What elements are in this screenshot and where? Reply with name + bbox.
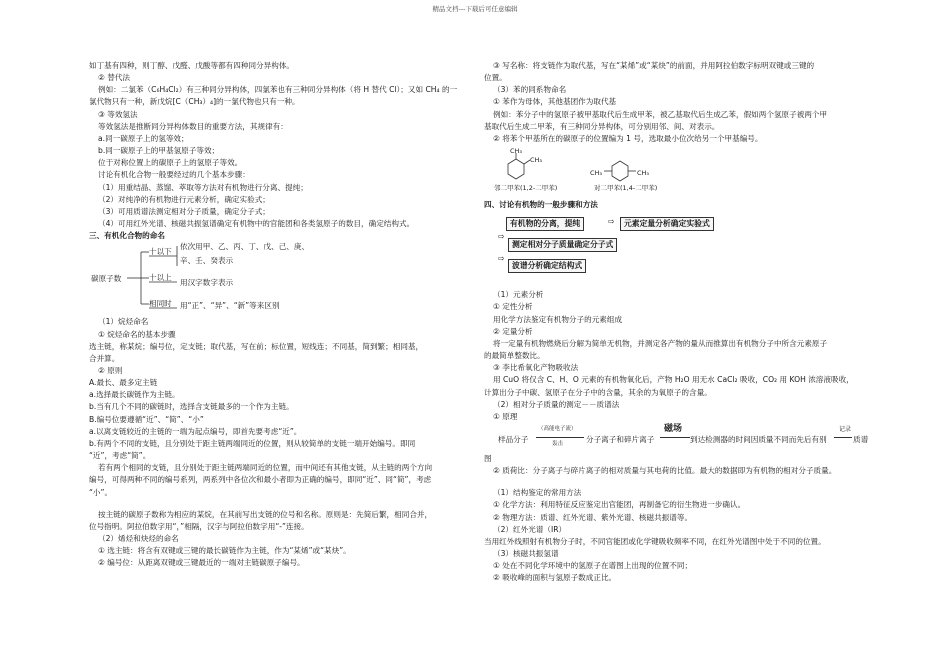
arrow-right-icon: ⇨: [608, 217, 615, 227]
ms-ions: 分子离子和碎片离子: [586, 434, 655, 444]
text-line: ③ 等效氢法: [98, 109, 138, 119]
text-line: ① 苯作为母体，其他基团作为取代基: [493, 97, 617, 107]
text-line: ② 定量分析: [493, 326, 533, 336]
text-line: （2）烯烃和炔烃的命名: [98, 534, 179, 543]
ms-result: 质谱: [853, 434, 869, 444]
ms-arrow-3: [834, 437, 852, 438]
diagram-branch-under-ten-text-b: 辛、壬、癸表示: [180, 256, 234, 266]
text-line: [484, 477, 866, 487]
text-line: ② 将苯个甲基所在的碳原子的位置编为 1 号，选取最小位次给另一个甲基编号。: [493, 133, 763, 143]
flow-step-separation: 有机物的分离，提纯: [506, 217, 584, 231]
text-line: ③ 李比希氧化产物吸收法: [493, 363, 579, 373]
text-line: “近”，考虑“简”。: [89, 451, 151, 461]
text-line: 例如：苯分子中的氢原子被甲基取代后生成甲苯，被乙基取代后生成乙苯，假如两个氢原子被两个甲: [493, 109, 828, 119]
diagram-root: 碳原子数: [91, 274, 122, 284]
text-line: ② 替代法: [98, 73, 131, 83]
diagram-branch-under-ten-text-a: 依次用甲、乙、丙、丁、戊、己、庚、: [180, 242, 310, 252]
text-line: 选主链，称某烷；编号位，定支链；取代基，写在前；标位置，短线连；不同基，简到繁；相同基，: [89, 341, 424, 351]
text-line: 若有两个相同的支链，且分别处于距主链两端同近的位置，而中间还有其他支链，从主链的两个方向: [98, 463, 433, 473]
text-line: 如丁基有四种，则丁醇、戊醛、戊酸等都有四种同分异构体。: [89, 61, 295, 70]
flow-step-elemental-analysis: 元素定量分析确定实验式: [620, 217, 714, 231]
text-line: 例如：二氯苯（C₆H₄Cl₂）有三种同分异构体，四氯苯也有三种同分异构体（将 H 替代 Cl）；又如 CH₄ 的一: [98, 85, 458, 95]
text-line: （1）用重结晶、蒸馏、萃取等方法对有机物进行分离、提纯；: [98, 182, 308, 192]
text-line: b.有两个不同的支链，且分别处于距主链两端同近的位置，则从较简单的支链一端开始编号。即同: [89, 438, 416, 448]
para-xylene-label: 对二甲苯(1,4-二甲苯): [594, 184, 658, 193]
text-line: b.当有几个不同的碳链时，选择含支链最多的一个作为主链。: [89, 402, 294, 412]
section-4-title: 四、讨论有机物的一般步骤和方法: [484, 200, 598, 210]
text-line: 氯代物只有一种，新戊烷[C（CH₃）₄]的一氯代物也只有一种。: [89, 97, 300, 107]
ch3-label: CH₃: [530, 156, 543, 165]
text-line: 用化学方法鉴定有机物分子的元素组成: [493, 314, 623, 324]
text-line: （1）元素分析: [493, 290, 544, 300]
diagram-branch-over-ten-text: 用汉字数字表示: [180, 278, 234, 288]
text-line: （2）相对分子质量的测定－－质谱法: [493, 399, 620, 409]
right-column: [484, 60, 869, 585]
text-line: ② 原则: [98, 365, 123, 375]
ms-detector: 到达检测器的时间因质量不同而先后有别: [690, 434, 827, 444]
text-line: ① 定性分析: [493, 302, 533, 312]
text-line: 合并算。: [89, 353, 120, 363]
ch3-label: CH₃: [637, 169, 650, 178]
text-line: 讨论有机化合物一般要经过的几个基本步骤：: [98, 170, 250, 180]
section-3-title: 三、有机化合物的命名: [89, 231, 165, 241]
ms-arrow-top-label: （高能电子流）: [538, 425, 577, 432]
ms-sample: 样品分子: [498, 434, 529, 444]
text-line: ② 物理方法：质谱、红外光谱、紫外光谱、核磁共振谱等。: [493, 512, 693, 522]
ms-arrow-2: [660, 437, 690, 438]
text-line: ② 质荷比：分子离子与碎片离子的相对质量与其电荷的比值。最大的数据即为有机物的相对分子质量。: [493, 466, 837, 476]
text-line: 图: [484, 453, 492, 463]
text-line: 用 CuO 将仅含 C、H、O 元素的有机物氧化后，产物 H₂O 用无水 CaCl₂ 吸收，CO₂ 用 KOH 浓溶液吸收，: [493, 375, 854, 385]
text-line: ① 原理: [493, 411, 518, 421]
text-line: （2）红外光谱（IR）: [493, 524, 567, 534]
page-header: 精品文档---下载后可任意编辑: [432, 5, 518, 13]
text-line: 编号，可得两种不同的编号系列，两系列中各位次和最小者即为正确的编号，即同“近”、同“简”，考虑: [89, 475, 432, 485]
text-line: 当用红外线照射有机物分子时，不同官能团或化学键吸收频率不同，在红外光谱图中处于不同的位置。: [484, 536, 826, 546]
mass-spec-diagram: [484, 423, 869, 451]
text-line: 计算出分子中碳、氢原子在分子中的含量，其余的为氧原子的含量。: [484, 387, 712, 397]
arrow-right-icon: ⇨: [498, 232, 505, 242]
ortho-xylene-label: 邻二甲苯(1,2-二甲苯): [494, 184, 558, 193]
text-line: 基取代后生成二甲苯，有三种同分异构体，可分别用邻、间、对表示。: [484, 121, 720, 131]
text-line: （4）可用红外光谱、核磁共振氢谱确定有机物中的官能团和各类氢原子的数目，确定结构式。: [98, 219, 415, 229]
ms-record-label: 记录: [839, 425, 852, 433]
ms-arrow-bottom-label: 轰击: [552, 440, 564, 447]
text-line: 的最简单整数比。: [484, 351, 545, 361]
text-line: 按主链的碳原子数称为相应的某烷，在其前写出支链的位号和名称。原则是：先简后繁，相同合并，: [98, 509, 433, 519]
text-line: 等效氢法是推断同分异构体数目的重要方法，其规律有：: [98, 121, 288, 131]
diagram-branch-same: 相同时: [149, 299, 172, 309]
text-line: ② 编号位：从距离双键或三键最近的一端对主链碳原子编号。: [98, 558, 305, 568]
diagram-branch-under-ten: 十以下: [149, 247, 172, 257]
text-line: “小”。: [89, 487, 113, 497]
arrow-right-icon: ⇨: [498, 254, 505, 264]
text-line: ② 吸收峰的面积与氢原子数成正比。: [493, 573, 617, 583]
text-line: b.同一碳原子上的甲基氢原子等效；: [98, 146, 220, 156]
diagram-branch-same-text: 用“正”、“异”、“新”等来区别: [180, 301, 280, 311]
diagram-branch-over-ten: 十以上: [149, 273, 172, 283]
text-line: ③ 写名称：将支链作为取代基，写在“某烯”或“某炔”的前面，并用阿拉伯数字标明双键或三键的: [493, 61, 815, 70]
text-line: 位于对称位置上的碳原子上的氢原子等效。: [98, 158, 243, 168]
text-line: 位号指明。阿拉伯数字用“，”相隔，汉字与阿拉伯数字用“-”连接。: [89, 521, 309, 531]
left-lines-1: [89, 60, 471, 230]
ch3-label: CH₃: [510, 147, 523, 156]
text-line: ① 处在不同化学环境中的氢原子在谱图上出现的位置不同；: [493, 561, 693, 571]
text-line: （1）烷烃命名: [98, 317, 149, 327]
steps-flowchart: [484, 213, 784, 283]
text-line: 位置。: [484, 73, 507, 83]
flow-step-spectroscopy: 波谱分析确定结构式: [508, 259, 586, 273]
xylene-structures: [494, 147, 714, 193]
text-line: ① 选主链：将含有双键或三键的最长碳链作为主链，作为“某烯”或“某炔”。: [98, 546, 351, 556]
text-line: a.同一碳原子上的氢等效；: [98, 133, 189, 143]
text-line: a.选择最长碳链作为主链。: [89, 390, 180, 400]
text-line: A.最长、最多定主链: [89, 378, 158, 388]
flow-step-molecular-mass: 测定相对分子质量确定分子式: [508, 238, 617, 252]
left-column: [89, 60, 471, 569]
text-line: （3）核磁共振氢谱: [493, 549, 559, 559]
text-line: a.以离支链较近的主链的一端为起点编号，即首先要考虑“近”。: [89, 426, 302, 436]
text-line: （2）对纯净的有机物进行元素分析，确定实验式；: [98, 194, 270, 204]
ms-magnet-label: 磁场: [664, 423, 683, 434]
text-line: ① 化学方法：利用特征反应鉴定出官能团，再制备它的衍生物进一步确认。: [493, 500, 746, 510]
text-line: B.编号位要遵循“近”、“简”、“小”: [89, 414, 204, 424]
text-line: （3）可用质谱法测定相对分子质量，确定分子式；: [98, 206, 270, 216]
text-line: 将一定量有机物燃烧后分解为简单无机物，并测定各产物的量从而推算出有机物分子中所含元素原子: [493, 338, 828, 348]
text-line: [89, 499, 471, 509]
naming-diagram: [89, 244, 329, 312]
text-line: ① 烷烃命名的基本步骤: [98, 329, 176, 339]
text-line: （1）结构鉴定的常用方法: [493, 488, 582, 498]
text-line: （3）苯的同系物命名: [493, 85, 567, 95]
left-lines-2: [89, 316, 471, 569]
ch3-label: CH₃: [590, 169, 603, 178]
